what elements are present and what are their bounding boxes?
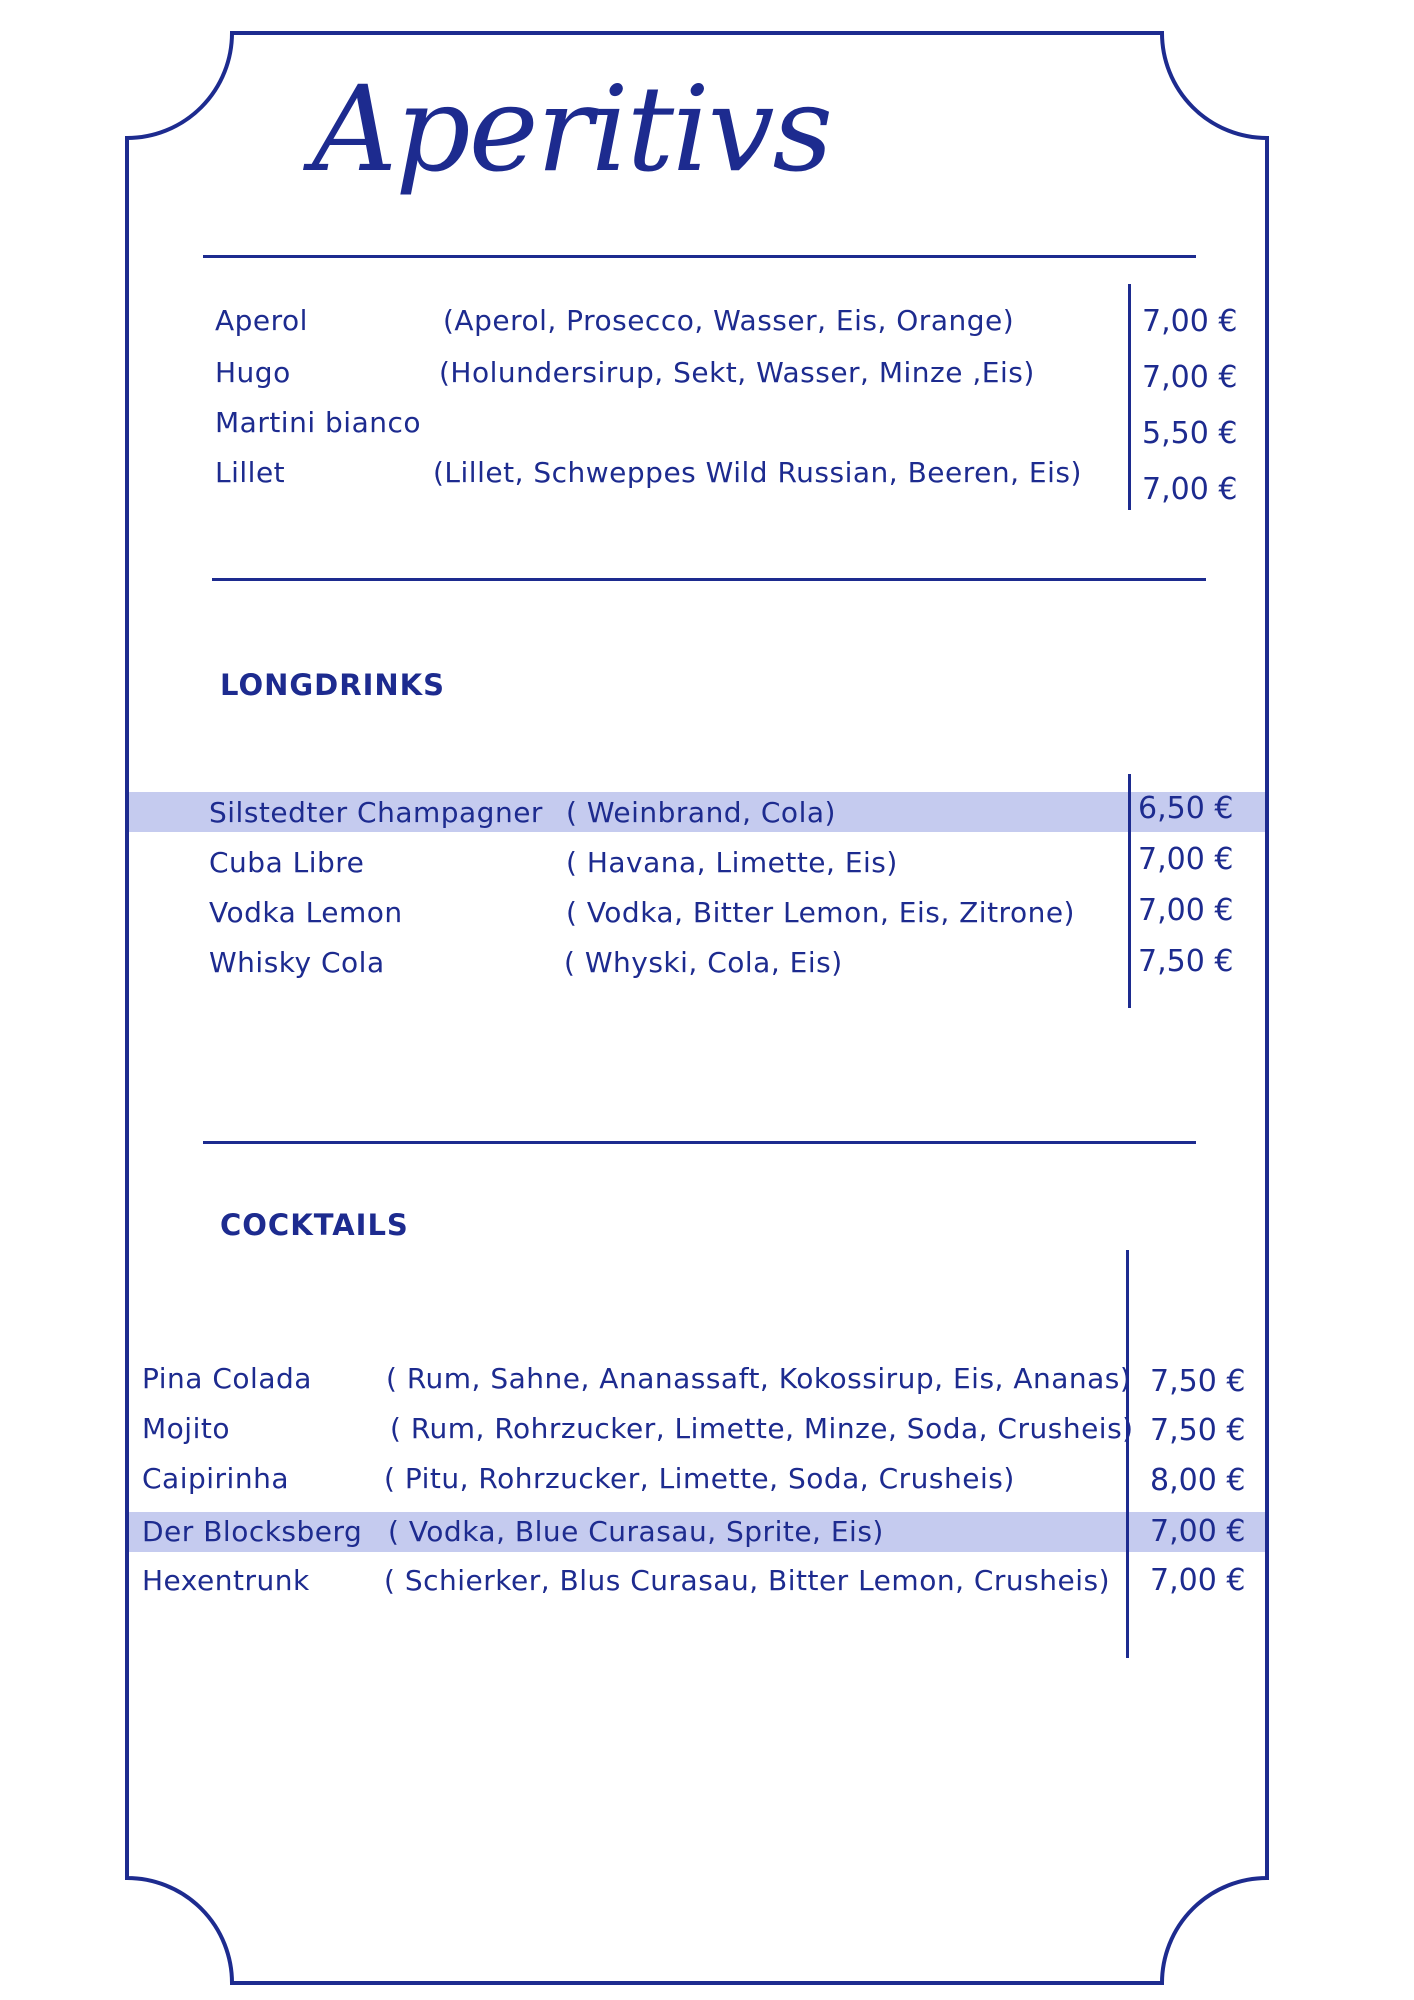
- menu-item-desc: (Holundersirup, Sekt, Wasser, Minze ,Eis): [439, 356, 1035, 389]
- menu-item-name: Lillet: [215, 456, 286, 489]
- menu-item-name: Whisky Cola: [209, 946, 385, 979]
- menu-item-desc: ( Vodka, Bitter Lemon, Eis, Zitrone): [566, 896, 1075, 929]
- menu-item-price: 7,00 €: [1142, 304, 1238, 339]
- menu-item-price: 7,00 €: [1142, 472, 1238, 507]
- menu-item-name: Mojito: [142, 1412, 230, 1445]
- menu-item-name: Silstedter Champagner: [209, 796, 543, 829]
- divider-after-longdrinks: [203, 1141, 1196, 1144]
- menu-item-price: 7,00 €: [1142, 360, 1238, 395]
- menu-item-desc: ( Vodka, Blue Curasau, Sprite, Eis): [388, 1515, 884, 1548]
- menu-item-name: Martini bianco: [215, 406, 421, 439]
- menu-item-name: Pina Colada: [142, 1362, 312, 1395]
- price-divider-cocktails: [1126, 1250, 1129, 1658]
- menu-item-desc: (Lillet, Schweppes Wild Russian, Beeren, Eis): [433, 456, 1082, 489]
- menu-item-desc: (Aperol, Prosecco, Wasser, Eis, Orange): [443, 304, 1015, 337]
- menu-item-desc: ( Whyski, Cola, Eis): [564, 946, 843, 979]
- menu-item-desc: ( Schierker, Blus Curasau, Bitter Lemon, Crusheis): [384, 1564, 1111, 1597]
- menu-item-name: Hexentrunk: [142, 1564, 310, 1597]
- menu-item-price: 5,50 €: [1142, 416, 1238, 451]
- menu-item-price: 7,00 €: [1138, 893, 1234, 928]
- menu-item-price: 6,50 €: [1138, 791, 1234, 826]
- price-divider-aperitifs: [1128, 284, 1131, 510]
- menu-item-desc: ( Pitu, Rohrzucker, Limette, Soda, Crusheis): [384, 1462, 1015, 1495]
- menu-item-price: 7,00 €: [1150, 1563, 1246, 1598]
- section-heading-cocktails: COCKTAILS: [220, 1208, 409, 1242]
- menu-item-price: 7,50 €: [1150, 1364, 1246, 1399]
- price-divider-longdrinks: [1128, 774, 1131, 1008]
- menu-item-price: 7,00 €: [1138, 842, 1234, 877]
- menu-item-name: Cuba Libre: [209, 846, 365, 879]
- divider-top: [203, 255, 1196, 258]
- menu-item-name: Der Blocksberg: [142, 1515, 363, 1548]
- menu-item-desc: ( Havana, Limette, Eis): [566, 846, 898, 879]
- menu-item-price: 7,50 €: [1150, 1413, 1246, 1448]
- menu-item-desc: ( Rum, Sahne, Ananassaft, Kokossirup, Eis, Ananas): [386, 1362, 1132, 1395]
- menu-item-name: Caipirinha: [142, 1462, 289, 1495]
- menu-item-price: 7,50 €: [1138, 944, 1234, 979]
- menu-item-desc: ( Weinbrand, Cola): [566, 796, 836, 829]
- menu-item-name: Vodka Lemon: [209, 896, 403, 929]
- menu-item-desc: ( Rum, Rohrzucker, Limette, Minze, Soda, Crusheis): [390, 1412, 1134, 1445]
- menu-item-name: Hugo: [215, 356, 291, 389]
- page-title: Aperitivs: [312, 60, 832, 198]
- menu-item-price: 8,00 €: [1150, 1463, 1246, 1498]
- section-heading-longdrinks: LONGDRINKS: [220, 668, 445, 702]
- menu-item-price: 7,00 €: [1150, 1514, 1246, 1549]
- divider-after-aperitifs: [212, 578, 1206, 581]
- menu-item-name: Aperol: [215, 304, 308, 337]
